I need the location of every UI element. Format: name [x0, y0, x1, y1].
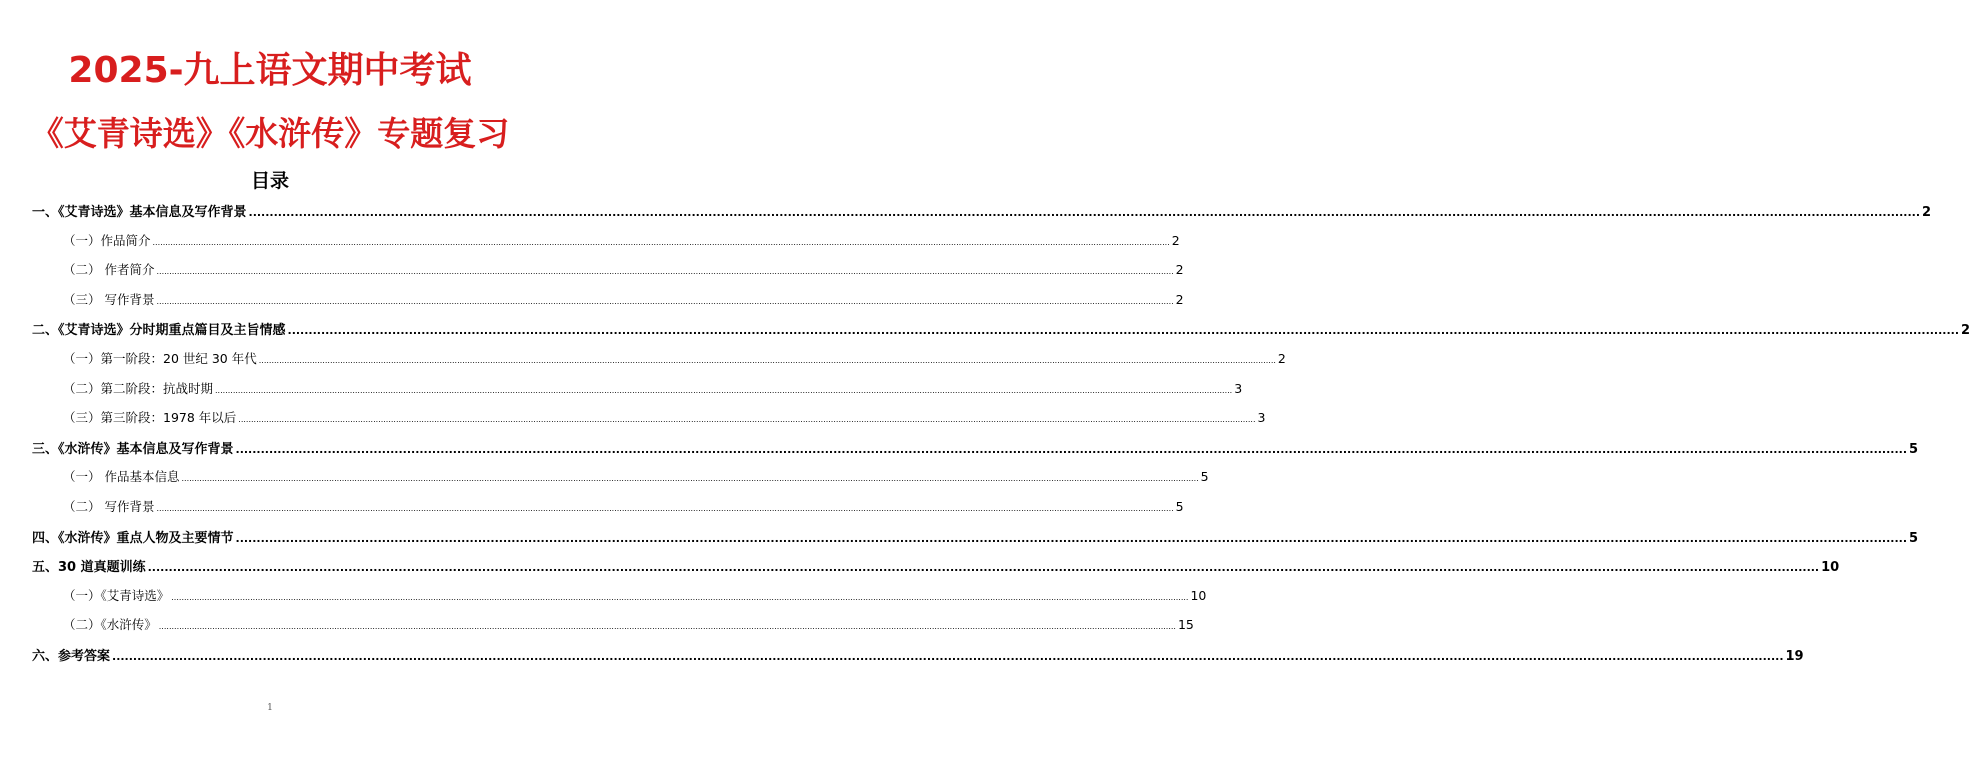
toc-leader-dots: ................................................................................................................................................................................................................................................................................................................................................................................................................	[235, 442, 1907, 456]
toc-entry-page: 2	[1175, 291, 1184, 307]
toc-entry-label: （三）第三阶段：1978 年以后	[63, 410, 237, 426]
toc-entry-label: 三、《水浒传》基本信息及写作背景	[32, 441, 234, 457]
toc-entry[interactable]	[32, 231, 1180, 261]
toc-entry[interactable]	[32, 379, 1243, 409]
toc-entry-label: 五、30 道真题训练	[32, 560, 146, 576]
toc-entry-page: 3	[1234, 380, 1243, 396]
toc-leader-dots: ................................................................................................................................................................................................................................................................................................................................................................................................................	[158, 622, 1176, 632]
toc-entry-label: 四、《水浒传》重点人物及主要情节	[32, 530, 234, 546]
toc-leader-dots: ................................................................................................................................................................................................................................................................................................................................................................................................................	[235, 531, 1907, 545]
toc-leader-dots: ................................................................................................................................................................................................................................................................................................................................................................................................................	[248, 206, 1920, 219]
toc-entry-page: 2	[1175, 262, 1184, 278]
toc-entry[interactable]	[32, 586, 1207, 616]
toc-entry[interactable]	[32, 645, 1804, 675]
toc-entry[interactable]	[32, 290, 1184, 320]
toc-entry-label: （二） 作者简介	[63, 262, 155, 278]
toc-entry-label: （二）第二阶段：抗战时期	[63, 380, 214, 396]
toc-leader-dots: ................................................................................................................................................................................................................................................................................................................................................................................................................	[258, 355, 1276, 365]
toc-entry-page: 3	[1257, 410, 1266, 426]
toc-leader-dots: ................................................................................................................................................................................................................................................................................................................................................................................................................	[156, 267, 1174, 277]
page-number: 1	[267, 703, 273, 713]
toc-entry-label: 一、《艾青诗选》基本信息及写作背景	[32, 205, 247, 220]
toc-entry-page: 19	[1785, 648, 1804, 664]
toc-entry-label: （一） 作品基本信息	[63, 469, 180, 485]
toc-leader-dots: ................................................................................................................................................................................................................................................................................................................................................................................................................	[215, 385, 1233, 395]
toc-leader-dots: ................................................................................................................................................................................................................................................................................................................................................................................................................	[156, 296, 1174, 306]
toc-entry[interactable]	[32, 527, 1919, 557]
toc-entry[interactable]	[32, 467, 1209, 497]
toc-entry[interactable]	[32, 201, 1932, 231]
toc-leader-dots: ................................................................................................................................................................................................................................................................................................................................................................................................................	[156, 503, 1174, 513]
toc-entry[interactable]	[32, 260, 1184, 290]
toc-entry[interactable]	[32, 349, 1286, 379]
toc-leader-dots: ................................................................................................................................................................................................................................................................................................................................................................................................................	[171, 592, 1189, 602]
toc-entry-page: 10	[1190, 587, 1207, 603]
toc-entry-page: 2	[1961, 323, 1970, 339]
toc-entry[interactable]	[32, 497, 1184, 527]
toc-leader-dots: ................................................................................................................................................................................................................................................................................................................................................................................................................	[112, 649, 1784, 663]
toc-entry-page: 5	[1909, 530, 1919, 546]
toc-entry-page: 10	[1821, 560, 1840, 576]
toc-entry[interactable]	[32, 319, 1970, 349]
toc-entry-page: 15	[1177, 617, 1194, 633]
table-of-contents	[32, 201, 1970, 675]
toc-entry[interactable]	[32, 438, 1919, 468]
toc-entry-label: （三） 写作背景	[63, 291, 155, 307]
toc-entry-page: 5	[1200, 469, 1209, 485]
toc-leader-dots: ................................................................................................................................................................................................................................................................................................................................................................................................................	[287, 324, 1959, 338]
toc-entry-page: 5	[1175, 498, 1184, 514]
toc-entry-label: 二、《艾青诗选》分时期重点篇目及主旨情感	[32, 323, 286, 339]
toc-leader-dots: ................................................................................................................................................................................................................................................................................................................................................................................................................	[147, 561, 1820, 575]
toc-leader-dots: ................................................................................................................................................................................................................................................................................................................................................................................................................	[152, 237, 1170, 247]
toc-entry-page: 5	[1909, 441, 1919, 457]
document-title: 2025-九上语文期中考试	[68, 50, 472, 91]
toc-entry-page: 2	[1171, 232, 1180, 248]
toc-leader-dots: ................................................................................................................................................................................................................................................................................................................................................................................................................	[238, 415, 1256, 425]
toc-entry-label: 六、参考答案	[32, 648, 111, 664]
toc-entry-page: 2	[1922, 205, 1932, 220]
toc-entry-label: （二） 写作背景	[63, 498, 155, 514]
toc-entry[interactable]	[32, 615, 1194, 645]
toc-entry-label: （二）《水浒传》	[63, 617, 157, 633]
toc-heading: 目录	[250, 170, 289, 192]
toc-entry-label: （一）作品简介	[63, 232, 151, 248]
toc-entry[interactable]	[32, 556, 1840, 586]
document-subtitle: 《艾青诗选》《水浒传》专题复习	[30, 114, 510, 153]
toc-entry-page: 2	[1277, 350, 1286, 366]
toc-entry-label: （一）《艾青诗选》	[63, 587, 170, 603]
toc-entry-label: （一）第一阶段：20 世纪 30 年代	[63, 350, 257, 366]
toc-entry[interactable]	[32, 408, 1266, 438]
toc-leader-dots: ................................................................................................................................................................................................................................................................................................................................................................................................................	[181, 474, 1199, 484]
